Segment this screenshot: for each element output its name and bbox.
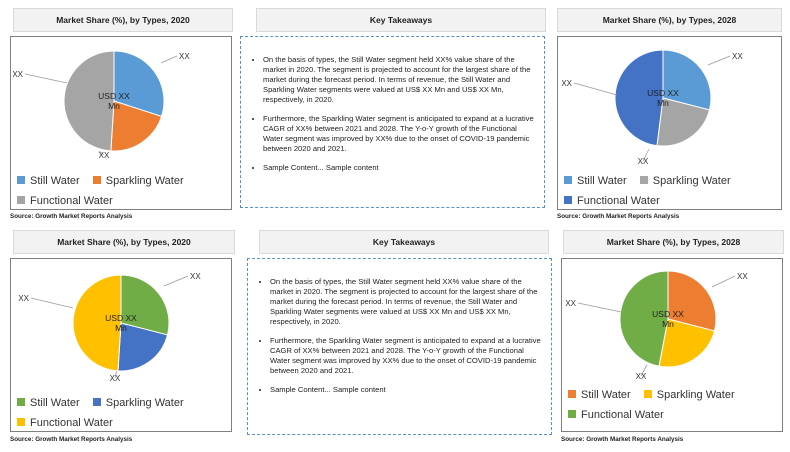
legend-swatch <box>17 196 25 204</box>
legend-swatch <box>93 176 101 184</box>
leader-line <box>708 56 730 65</box>
pie-center-label: USD XX <box>105 313 137 323</box>
chart-title-bottom-left: Market Share (%), by Types, 2020 <box>13 230 235 254</box>
leader-line <box>712 276 735 287</box>
source-note: Source: Growth Market Reports Analysis <box>10 213 133 220</box>
legend-top-left <box>17 171 227 211</box>
takeaway-bullet: • Sample Content... Sample content <box>270 385 543 395</box>
legend-swatch <box>93 398 101 406</box>
leader-line <box>164 276 188 286</box>
source-note: Source: Growth Market Reports Analysis <box>10 436 133 443</box>
legend-label: Still Water <box>30 175 80 187</box>
legend-bottom-left <box>17 393 227 433</box>
pie-center-label: Mn <box>108 101 120 111</box>
key-takeaways-box-top <box>240 36 545 208</box>
legend-label: Functional Water <box>577 195 660 207</box>
data-label: XX <box>637 157 649 166</box>
legend-swatch <box>17 418 25 426</box>
legend-swatch <box>568 390 576 398</box>
legend-swatch <box>568 410 576 418</box>
pie-chart-bottom-left <box>11 259 231 399</box>
data-label: XX <box>12 70 23 79</box>
leader-line <box>31 298 73 308</box>
legend-item-sparkling-water <box>93 393 184 413</box>
legend-item-still-water <box>568 385 631 405</box>
data-label: XX <box>179 52 190 61</box>
legend-label: Functional Water <box>30 417 113 429</box>
legend-bottom-right <box>568 385 778 425</box>
chart-title-bottom-right: Market Share (%), by Types, 2028 <box>563 230 784 254</box>
legend-label: Sparkling Water <box>656 389 735 401</box>
legend-label: Sparkling Water <box>105 397 184 409</box>
legend-item-functional-water <box>564 191 660 211</box>
legend-swatch <box>564 176 572 184</box>
pie-center-label: Mn <box>657 98 669 108</box>
data-label: XX <box>98 151 110 160</box>
data-label: XX <box>561 79 572 88</box>
data-label: XX <box>109 374 121 383</box>
data-label: XX <box>190 272 201 281</box>
legend-label: Functional Water <box>581 409 664 421</box>
legend-item-functional-water <box>17 413 113 433</box>
legend-swatch <box>640 176 648 184</box>
legend-label: Still Water <box>581 389 631 401</box>
key-takeaways-box-bottom <box>247 258 552 435</box>
legend-item-still-water <box>17 171 80 191</box>
key-takeaways-title-top: Key Takeaways <box>256 8 546 32</box>
legend-swatch <box>644 390 652 398</box>
legend-item-functional-water <box>568 405 664 425</box>
takeaway-bullet: • Furthermore, the Sparkling Water segment is anticipated to expand at a lucrative CAGR of XX% between 2021 and 2028. The Y-o-Y growth of the Functional Water segment was improved by XX% due to the onset of COVID-19 pandemic between 2020 and 2021. <box>263 114 536 154</box>
legend-top-right <box>564 171 777 211</box>
pie-panel-bottom-left <box>10 258 232 432</box>
source-note: Source: Growth Market Reports Analysis <box>557 213 680 220</box>
legend-label: Functional Water <box>30 195 113 207</box>
pie-center-label: USD XX <box>98 91 130 101</box>
pie-chart-top-left <box>11 37 231 177</box>
pie-panel-top-left <box>10 36 232 210</box>
legend-item-functional-water <box>17 191 113 211</box>
legend-item-sparkling-water <box>93 171 184 191</box>
legend-item-sparkling-water <box>640 171 731 191</box>
legend-label: Still Water <box>30 397 80 409</box>
legend-label: Sparkling Water <box>652 175 731 187</box>
leader-line <box>574 83 617 95</box>
pie-chart-top-right <box>558 37 781 177</box>
key-takeaways-title-bottom: Key Takeaways <box>259 230 549 254</box>
chart-title-top-right: Market Share (%), by Types, 2028 <box>557 8 782 32</box>
pie-chart-bottom-right <box>562 259 782 399</box>
pie-center-label: USD XX <box>647 88 679 98</box>
legend-label: Sparkling Water <box>105 175 184 187</box>
pie-panel-top-right <box>557 36 782 210</box>
takeaway-bullet: • On the basis of types, the Still Water segment held XX% value share of the market in 2020. The segment is projected to account for the largest share of the market during the forecast period. In terms of revenue, the Still Water and Sparkling Water segments were valued at US$ XX Mn and US$ XX Mn, respectively, in 2020. <box>270 277 543 327</box>
data-label: XX <box>635 372 647 381</box>
leader-line <box>578 303 621 312</box>
leader-line <box>25 74 67 83</box>
takeaway-bullet: • Sample Content... Sample content <box>263 163 536 173</box>
data-label: XX <box>737 272 748 281</box>
legend-item-still-water <box>17 393 80 413</box>
takeaway-bullet: • Furthermore, the Sparkling Water segment is anticipated to expand at a lucrative CAGR of XX% between 2021 and 2028. The Y-o-Y growth of the Functional Water segment was improved by XX% due to the onset of COVID-19 pandemic between 2020 and 2021. <box>270 336 543 376</box>
data-label: XX <box>732 52 743 61</box>
leader-line <box>161 56 177 63</box>
source-note: Source: Growth Market Reports Analysis <box>561 436 684 443</box>
legend-item-still-water <box>564 171 627 191</box>
pie-center-label: Mn <box>662 319 674 329</box>
legend-label: Still Water <box>577 175 627 187</box>
legend-swatch <box>564 196 572 204</box>
legend-item-sparkling-water <box>644 385 735 405</box>
pie-center-label: USD XX <box>652 309 684 319</box>
takeaway-bullet: • On the basis of types, the Still Water segment held XX% value share of the market in 2020. The segment is projected to account for the largest share of the market during the forecast period. In terms of revenue, the Still Water and Sparkling Water segments were valued at US$ XX Mn and US$ XX Mn, respectively, in 2020. <box>263 55 536 105</box>
data-label: XX <box>18 294 29 303</box>
data-label: XX <box>565 299 576 308</box>
chart-title-top-left: Market Share (%), by Types, 2020 <box>13 8 233 32</box>
pie-center-label: Mn <box>115 323 127 333</box>
legend-swatch <box>17 398 25 406</box>
legend-swatch <box>17 176 25 184</box>
pie-panel-bottom-right <box>561 258 783 432</box>
